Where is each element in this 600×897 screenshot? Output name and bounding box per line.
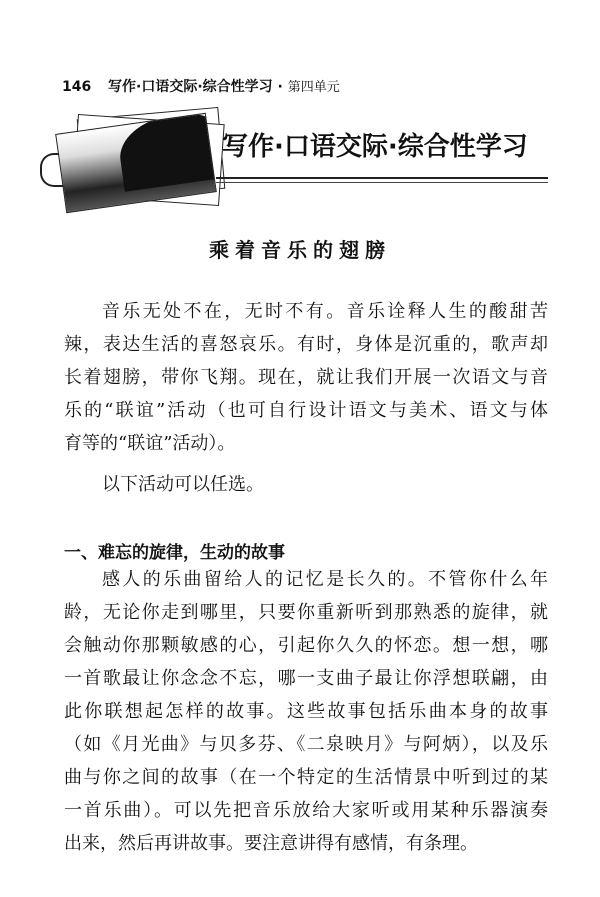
body-line: 感人的乐曲留给人的记忆是长久的。不管你什么年 xyxy=(102,569,548,590)
intro-line: 长着翅膀，带你飞翔。现在，就让我们开展一次语文与音 xyxy=(64,367,548,388)
body-line: 龄，无论你走到哪里，只要你重新听到那熟悉的旋律，就 xyxy=(64,602,548,623)
intro-line: 育等的“联谊”活动）。 xyxy=(64,433,236,454)
body-line: 曲与你之间的故事（在一个特定的生活情景中听到过的某 xyxy=(64,767,548,788)
running-header-section: 写作·口语交际·综合性学习 xyxy=(108,79,273,95)
running-header-unit: 第四单元 xyxy=(287,80,340,95)
intro-line: 乐的“联谊”活动（也可自行设计语文与美术、语文与体 xyxy=(64,400,548,421)
body-line: 出来，然后再讲故事。要注意讲得有感情，有条理。 xyxy=(64,833,478,854)
page-number: 146 xyxy=(62,79,92,95)
intro-line: 辣，表达生活的喜怒哀乐。有时，身体是沉重的，歌声却 xyxy=(64,334,548,355)
article-title: 乘着音乐的翅膀 xyxy=(209,238,391,262)
body-line: 一首歌最让你念念不忘，哪一支曲子最让你浮想联翩，由 xyxy=(64,668,548,689)
section-heading: 一、难忘的旋律，生动的故事 xyxy=(64,543,285,563)
banner-rule xyxy=(216,177,548,179)
running-header xyxy=(62,76,340,96)
body-line: 此你联想起怎样的故事。这些故事包括乐曲本身的故事 xyxy=(64,701,548,722)
body-line: 一首乐曲）。可以先把音乐放给大家听或用某种乐器演奏 xyxy=(64,800,548,821)
running-header-separator: · xyxy=(277,79,283,95)
banner-title: 写作·口语交际·综合性学习 xyxy=(222,132,528,162)
section-banner xyxy=(40,105,555,210)
choose-line: 以下活动可以任选。 xyxy=(102,474,264,495)
body-line: 会触动你那颗敏感的心，引起你久久的怀恋。想一想，哪 xyxy=(64,635,548,656)
banner-rule-thin xyxy=(216,182,548,183)
body-line: （如《月光曲》与贝多芬、《二泉映月》与阿炳），以及乐 xyxy=(64,734,548,755)
intro-line: 音乐无处不在，无时不有。音乐诠释人生的酸甜苦 xyxy=(102,301,548,322)
